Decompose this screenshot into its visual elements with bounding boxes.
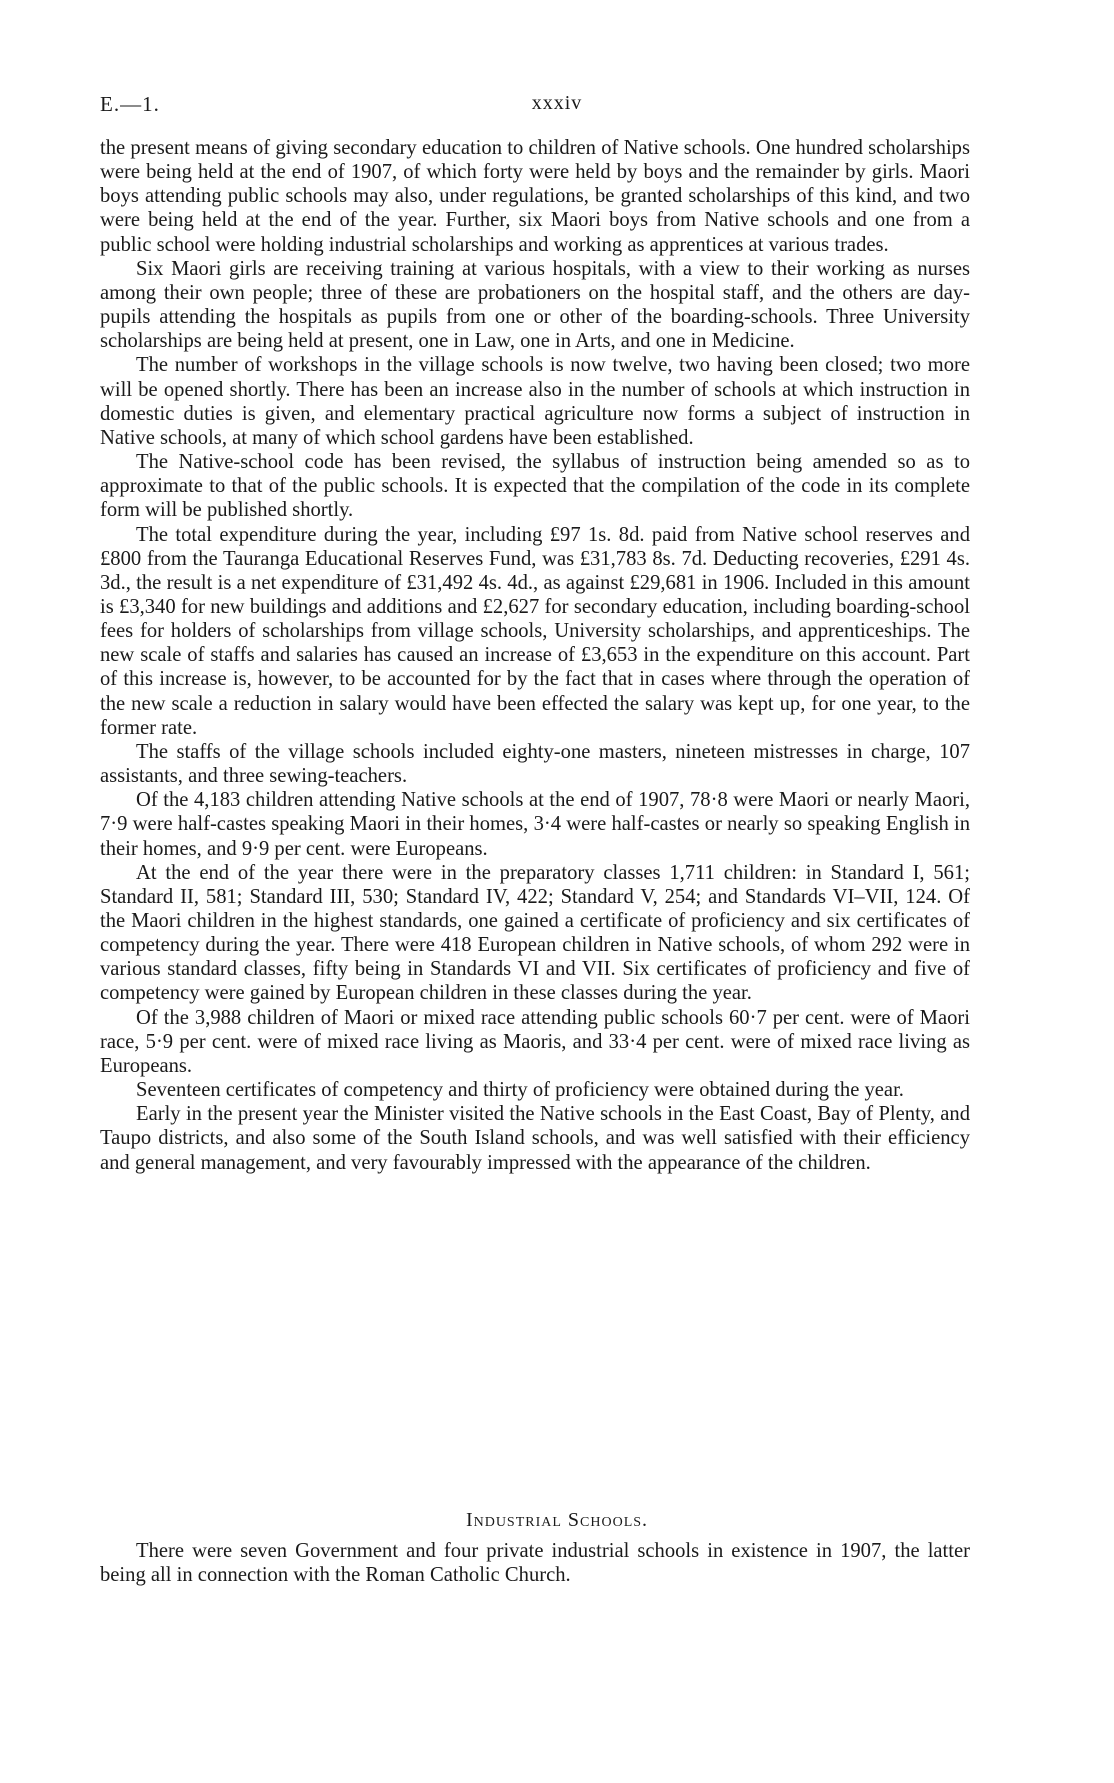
industrial-schools-text (100, 1539, 970, 1587)
paragraph-expenditure: The total expenditure during the year, including £97 1s. 8d. paid from Native school reserves and £800 from the Tauranga Educational Reserves Fund, was £31,783 8s. 7d. Deducting recoveries, £291 4s. 3d., the result is a net expenditure of £31,492 4s. 4d., as against £29,681 in 1906. Included in this amount is £3,340 for new buildings and additions and £2,627 for secondary education, including boarding-school fees for holders of scholarships from village schools, University scholarships, and apprenticeships. The new scale of staffs and salaries has caused an increase of £3,653 in the expenditure on this account. Part of this increase is, however, to be accounted for by the fact that in cases where through the operation of the new scale a reduction in salary would have been effected the salary was kept up, for one year, to the former rate. (100, 523, 970, 739)
paragraph-standards: At the end of the year there were in the preparatory classes 1,711 children: in Standard I, 561; Standard II, 581; Standard III, 530; Standard IV, 422; Standard V, 254; and Standards VI–VII, 124. Of the Maori children in the highest standards, one gained a certificate of proficiency and six certificates of competency during the year. There were 418 European children in Native schools, of whom 292 were in various standard classes, fifty being in Standards VI and VII. Six certificates of proficiency and five of competency were gained by European children in these classes during the year. (100, 861, 970, 1005)
paragraph-nursing-training: Six Maori girls are receiving training at various hospitals, with a view to their working as nurses among their own people; three of these are probationers on the hospital staff, and the others are day-pupils attending the hospitals as pupils from one or other of the boarding-schools. Three University scholarships are being held at present, one in Law, one in Arts, and one in Medicine. (100, 257, 970, 353)
document-reference: E.—1. (100, 92, 160, 116)
paragraph-workshops: The number of workshops in the village schools is now twelve, two having been closed; two more will be opened shortly. There has been an increase also in the number of schools at which instruction in domestic duties is given, and elementary practical agriculture now forms a subject of instruction in Native schools, at many of which school gardens have been established. (100, 354, 970, 449)
paragraph-public-schools: Of the 3,988 children of Maori or mixed race attending public schools 60·7 per cent. were of Maori race, 5·9 per cent. were of mixed race living as Maoris, and 33·4 per cent. were of mixed race living as Europeans. (100, 1006, 970, 1077)
page-number: xxxiv (531, 92, 583, 114)
paragraph-industrial-schools: There were seven Government and four private industrial schools in existence in 1907, the latter being all in connection with the Roman Catholic Church. (100, 1540, 970, 1587)
paragraph-certificates: Seventeen certificates of competency and thirty of proficiency were obtained during the year. (136, 1079, 904, 1102)
paragraph-school-code: The Native-school code has been revised, the syllabus of instruction being amended so as to approximate to that of the public schools. It is expected that the compilation of the code in its complete form will be published shortly. (100, 451, 970, 522)
paragraph-minister-visit: Early in the present year the Minister visited the Native schools in the East Coast, Bay of Plenty, and Taupo districts, and also some of the South Island schools, and was well satisfied with their efficiency and general management, and very favourably impressed with the appearance of the children. (100, 1103, 970, 1174)
main-body-text (100, 136, 970, 1175)
section-heading-industrial-schools: Industrial Schools. (465, 1509, 649, 1531)
paragraph-staffs: The staffs of the village schools included eighty-one masters, nineteen mistresses in charge, 107 assistants, and three sewing-teachers. (100, 740, 970, 788)
paragraph-secondary-education: the present means of giving secondary education to children of Native schools. One hundred scholarships were being held at the end of 1907, of which forty were held by boys and the remainder by girls. Maori boys attending public schools may also, under regulations, be granted scholarships of this kind, and two were being held at the end of the year. Further, six Maori boys from Native schools and one from a public school were holding industrial scholarships and working as apprentices at various trades. (100, 137, 970, 256)
paragraph-attendance: Of the 4,183 children attending Native schools at the end of 1907, 78·8 were Maori or nearly Maori, 7·9 were half-castes speaking Maori in their homes, 3·4 were half-castes or nearly so speaking English in their homes, and 9·9 per cent. were Europeans. (100, 789, 970, 860)
